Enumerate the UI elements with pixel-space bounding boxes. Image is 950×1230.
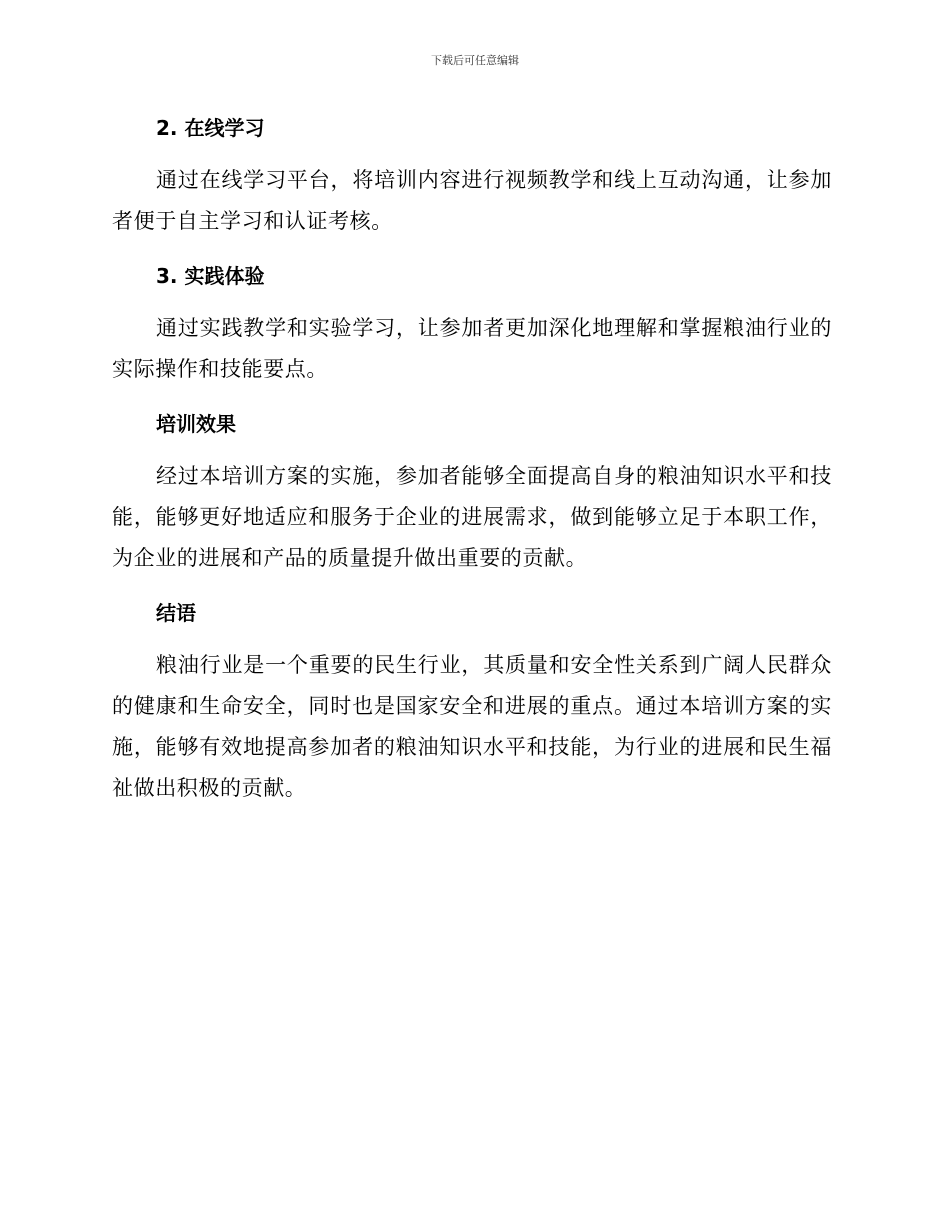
section-paragraph-online-learning: 通过在线学习平台，将培训内容进行视频教学和线上互动沟通，让参加者便于自主学习和认证考核。 [112, 168, 832, 233]
section-paragraph-training-effect: 经过本培训方案的实施，参加者能够全面提高自身的粮油知识水平和技能，能够更好地适应和服务于企业的进展需求，做到能够立足于本职工作，为企业的进展和产品的质量提升做出重要的贡献。 [112, 464, 832, 570]
page-header-note: 下载后可任意编辑 [431, 54, 519, 67]
section-heading-training-effect: 培训效果 [156, 412, 236, 436]
document-body [112, 108, 832, 823]
section-heading-conclusion: 结语 [156, 601, 196, 625]
section-paragraph-conclusion: 粮油行业是一个重要的民生行业，其质量和安全性关系到广阔人民群众的健康和生命安全，同时也是国家安全和进展的重点。通过本培训方案的实施，能够有效地提高参加者的粮油知识水平和技能，为行业的进展和民生福祉做出积极的贡献。 [112, 653, 832, 800]
section-paragraph-practice-experience: 通过实践教学和实验学习，让参加者更加深化地理解和掌握粮油行业的实际操作和技能要点。 [112, 316, 832, 381]
section-heading-practice-experience: 3. 实践体验 [156, 264, 265, 288]
section-heading-online-learning: 2. 在线学习 [156, 116, 265, 140]
